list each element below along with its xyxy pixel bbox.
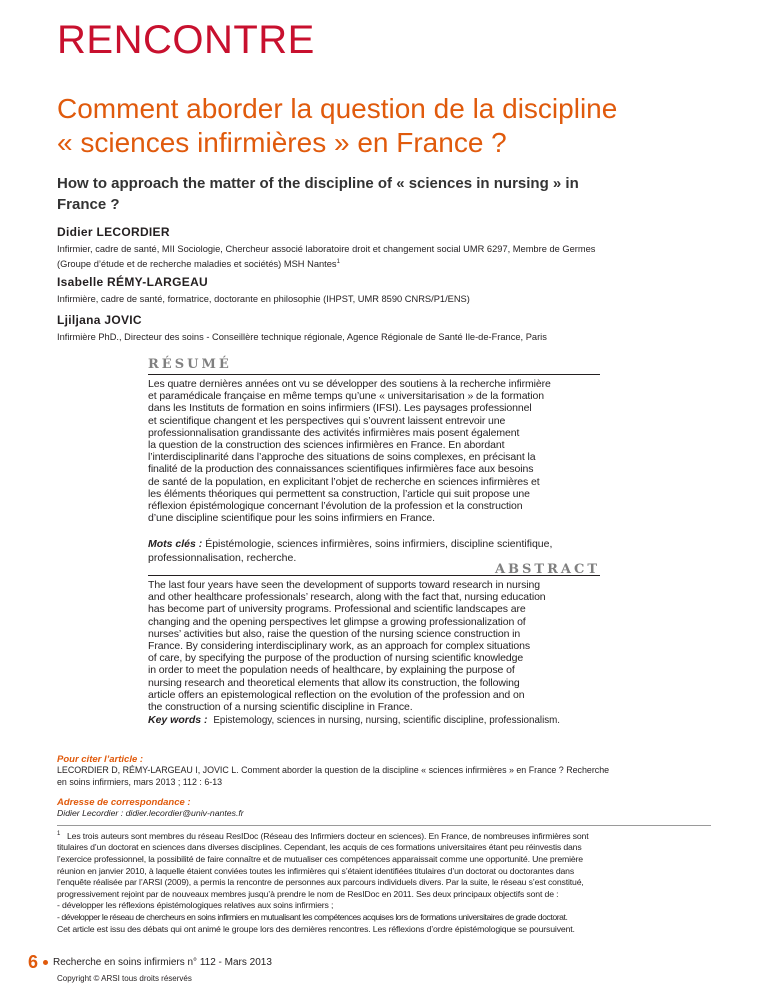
abstract-line: nursing research and theoretical elements that allow its construction, the following <box>148 676 520 689</box>
abstract-heading: ABSTRACT <box>494 562 600 577</box>
footnote-line: progressivement rejoint par de nouveaux membres jusqu’à prendre le nom de ResIDoc en 2011. Ses deux principaux objectifs sont de : <box>57 888 559 899</box>
citation-label: Pour citer l’article : <box>57 754 144 765</box>
abstract-line: The last four years have seen the development of supports toward research in nursing <box>148 579 540 591</box>
abstract-body <box>148 579 603 713</box>
resume-body <box>148 378 603 524</box>
copyright-notice: Copyright © ARSI tous droits réservés <box>57 974 192 983</box>
citation-text <box>57 765 737 788</box>
abstract-line: of care, by specifying the purpose of the production of nursing scientific knowledge <box>148 652 524 665</box>
footnote <box>57 829 717 935</box>
title-line: « sciences infirmières » en France ? <box>57 127 507 158</box>
english-title-line: France ? <box>57 196 120 213</box>
journal-reference: Recherche en soins infirmiers n° 112 - Mars 2013 <box>53 957 272 968</box>
resume-line: d’une discipline scientifique pour les soins infirmiers en France. <box>148 512 435 525</box>
keywords-label: Mots clés : <box>148 538 203 550</box>
footnote-mark: 1 <box>57 831 61 837</box>
citation-line: en soins infirmiers, mars 2013 ; 112 : 6-13 <box>57 776 223 787</box>
abstract-line: article offers an epistemological reflection on the evolution of the profession and on <box>148 688 525 701</box>
keywords-line: professionnalisation, recherche. <box>148 552 297 564</box>
resume-line: et paramédicale française en même temps qu’une « universitarisation » de la formation <box>148 390 544 403</box>
resume-line: de santé de la population, en explicitant l’objet de recherche en sciences infirmières et <box>148 475 540 488</box>
page-number: 6 <box>28 952 39 972</box>
abstract-line: and other healthcare professionals’ research, along with the fact that, nursing education <box>148 591 546 604</box>
footnote-line: réunion en janvier 2010, à laquelle étaient conviées toutes les infirmières qui s’étaient identifiées titulaires d’un doctorat ou doctorantes dans <box>57 865 575 876</box>
affiliation-line: Infirmier, cadre de santé, MII Sociologie, Chercheur associé laboratoire droit et changement social UMR 6297, Membre de Germes <box>57 244 596 254</box>
abstract-line: changing and the opening perspectives let glimpse a growing professionalization of <box>148 615 526 628</box>
author-name: Isabelle RÉMY-LARGEAU <box>57 275 208 289</box>
abstract-line: in order to meet the population needs of healthcare, by explaining the purpose of <box>148 664 515 677</box>
english-title <box>57 173 737 215</box>
footnote-line: Cet article est issu des débats qui ont animé le groupe lors des dernières rencontres. Les réflexions d’ordre épistémologique se poursuivent. <box>57 923 575 934</box>
resume-keywords <box>148 537 603 565</box>
footnote-mark: 1 <box>336 258 340 265</box>
title-line: Comment aborder la question de la discipline <box>57 93 618 124</box>
resume-line: l’interdisciplinarité dans l’approche des situations de soins complexes, en précisant la <box>148 451 536 464</box>
article-title <box>57 92 737 160</box>
abstract-line: France. By considering interdisciplinary work, as an approach for complex situations <box>148 640 531 653</box>
resume-line: et scientifique changent et les perspectives qui s’ouvrent laissent entrevoir une <box>148 414 506 427</box>
abstract-line: the construction of a nursing scientific discipline in France. <box>148 701 413 714</box>
correspondence-email[interactable]: Didier Lecordier : didier.lecordier@univ-nantes.fr <box>57 808 244 818</box>
affiliation-line: Infirmière, cadre de santé, formatrice, doctorante en philosophie (IHPST, UMR 8590 CNRS/P1/ENS) <box>57 294 470 304</box>
resume-line: dans les Instituts de formation en soins infirmiers (IFSI). Les paysages professionnel <box>148 402 532 415</box>
keywords-line: Key words : Epistemology, sciences in nursing, nursing, scientific discipline, professionalism. <box>148 714 561 726</box>
citation-line: LECORDIER D, RÉMY-LARGEAU I, JOVIC L. Comment aborder la question de la discipline « sciences infirmières » en France ? Recherche <box>57 765 610 775</box>
resume-line: la question de la construction des sciences infirmières en France. En abordant <box>148 439 505 452</box>
resume-line: finalité de la production des connaissances scientifiques infirmières face aux besoins <box>148 463 534 476</box>
author-affiliation <box>57 331 727 344</box>
abstract-line: has become part of university programs. Professional and scientific landscapes are <box>148 603 526 616</box>
correspondence-label: Adresse de correspondance : <box>57 797 191 808</box>
abstract-line: nurses’ activities but also, raise the question of the nursing science construction in <box>148 627 521 640</box>
footnote-line: titulaires d’un doctorat en sciences dans diverses disciplines. Cependant, les acquis de ces formations universitaires étant peu réinvestis dans <box>57 842 582 853</box>
resume-heading: RÉSUMÉ <box>148 357 232 372</box>
resume-rule <box>148 374 600 375</box>
citation-block <box>57 754 737 788</box>
footnote-line: - développer le réseau de chercheurs en soins infirmiers en mutualisant les compétences acquises lors de formations universitaires de grade doctorat. <box>57 912 568 923</box>
footnote-line: l’enquête réalisée par l’ARSI (2009), a permis la rencontre de personnes aux parcours individuels divers. Par la suite, le réseau s’est constitué, <box>57 877 584 888</box>
keywords-line: Mots clés : Épistémologie, sciences infirmières, soins infirmiers, discipline scientifique, <box>148 538 553 550</box>
section-rubric: RENCONTRE <box>57 18 315 62</box>
resume-line: les éléments théoriques qui permettent sa construction, l’article qui suit propose une <box>148 487 530 500</box>
author-name: Ljiljana JOVIC <box>57 313 142 327</box>
resume-line: professionnalisation grandissante des activités infirmières mais posent également <box>148 426 520 439</box>
english-title-line: How to approach the matter of the discipline of « sciences in nursing » in <box>57 175 579 192</box>
keywords-label: Key words : <box>148 714 208 726</box>
resume-line: Les quatre dernières années ont vu se développer des soutiens à la recherche infirmière <box>148 378 551 390</box>
author-affiliation <box>57 293 727 306</box>
affiliation-line: (Groupe d’étude et de recherche maladies et sociétés) MSH Nantes$^1$ <box>57 258 340 269</box>
footnote-rule <box>57 825 711 826</box>
author-name: Didier LECORDIER <box>57 225 170 239</box>
resume-line: réflexion épistémologique concernant l’évolution de la profession et la construction <box>148 500 523 513</box>
footnote-line: l’exercice professionnel, la possibilité de faire connaître et de mutualiser ces compétences apparaissait comme une opportunité. Une première <box>57 854 583 865</box>
footnote-line: - développer les réflexions épistémologiques relatives aux soins infirmiers ; <box>57 900 334 911</box>
correspondence-block <box>57 797 737 820</box>
bullet-dot-icon <box>43 960 48 965</box>
footnote-line: $^1$ Les trois auteurs sont membres du réseau ResIDoc (Réseau des Infirmiers docteur en sciences). En France, de nombreuses infirmières sont <box>57 830 589 841</box>
author-affiliation <box>57 243 727 270</box>
affiliation-line: Infirmière PhD., Directeur des soins - Conseillère technique régionale, Agence Régionale de Santé Ile-de-France, Paris <box>57 332 547 342</box>
abstract-keywords <box>148 714 618 727</box>
